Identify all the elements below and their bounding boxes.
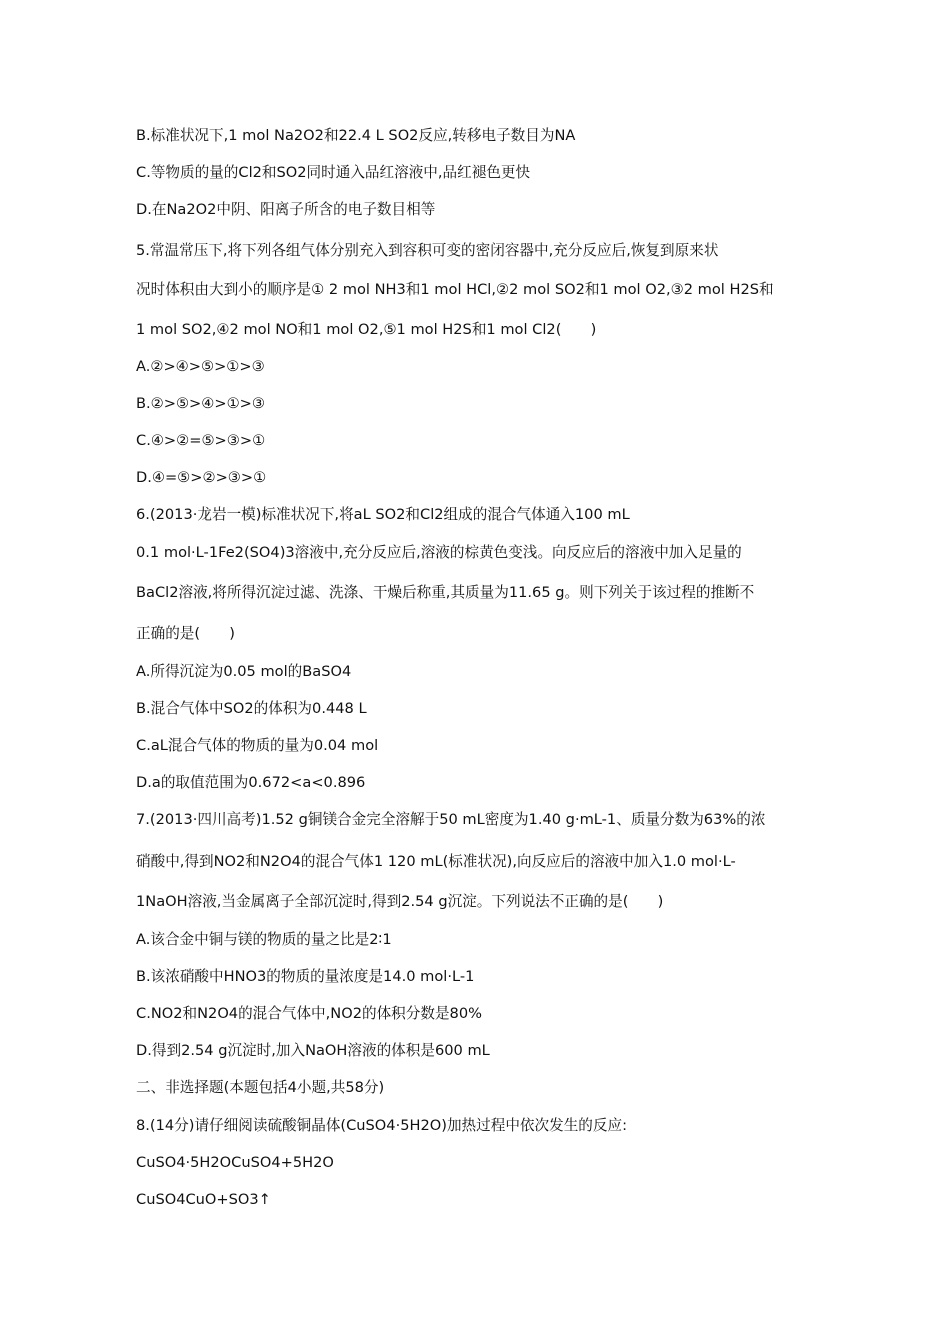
reaction-2: CuSO4CuO+SO3↑ — [136, 1191, 271, 1208]
question-5-line-3: 1 mol SO2,④2 mol NO和1 mol O2,⑤1 mol H2S和1 mol Cl2( ) — [136, 321, 597, 338]
question-6-line-1: 6.(2013·龙岩一模)标准状况下,将aL SO2和Cl2组成的混合气体通入100 mL — [136, 506, 630, 523]
option-5b: B.②>⑤>④>①>③ — [136, 395, 265, 412]
question-6-line-4: 正确的是( ) — [136, 625, 235, 642]
option-7d: D.得到2.54 g沉淀时,加入NaOH溶液的体积是600 mL — [136, 1042, 490, 1059]
question-6-line-3: BaCl2溶液,将所得沉淀过滤、洗涤、干燥后称重,其质量为11.65 g。则下列关于该过程的推断不 — [136, 584, 755, 601]
question-7-line-2: 硝酸中,得到NO2和N2O4的混合气体1 120 mL(标准状况),向反应后的溶液中加入1.0 mol·L- — [136, 853, 736, 870]
section-heading: 二、非选择题(本题包括4小题,共58分) — [136, 1079, 385, 1096]
option-6c: C.aL混合气体的物质的量为0.04 mol — [136, 737, 379, 754]
option-5c: C.④>②=⑤>③>① — [136, 432, 266, 449]
option-4b: B.标准状况下,1 mol Na2O2和22.4 L SO2反应,转移电子数目为NA — [136, 127, 576, 144]
question-5-line-1: 5.常温常压下,将下列各组气体分别充入到容积可变的密闭容器中,充分反应后,恢复到原来状 — [136, 242, 719, 259]
reaction-1: CuSO4·5H2OCuSO4+5H2O — [136, 1154, 334, 1171]
question-8-line-1: 8.(14分)请仔细阅读硫酸铜晶体(CuSO4·5H2O)加热过程中依次发生的反应: — [136, 1117, 627, 1134]
option-7b: B.该浓硝酸中HNO3的物质的量浓度是14.0 mol·L-1 — [136, 968, 475, 985]
option-5d: D.④=⑤>②>③>① — [136, 469, 267, 486]
question-5-line-2: 况时体积由大到小的顺序是① 2 mol NH3和1 mol HCl,②2 mol SO2和1 mol O2,③2 mol H2S和 — [136, 281, 774, 298]
question-7-line-3: 1NaOH溶液,当金属离子全部沉淀时,得到2.54 g沉淀。下列说法不正确的是( ) — [136, 893, 664, 910]
option-4c: C.等物质的量的Cl2和SO2同时通入品红溶液中,品红褪色更快 — [136, 164, 531, 181]
option-4d: D.在Na2O2中阴、阳离子所含的电子数目相等 — [136, 201, 436, 218]
option-6d: D.a的取值范围为0.672<a<0.896 — [136, 774, 366, 791]
option-6b: B.混合气体中SO2的体积为0.448 L — [136, 700, 367, 717]
question-7-line-1: 7.(2013·四川高考)1.52 g铜镁合金完全溶解于50 mL密度为1.40 g·mL-1、质量分数为63%的浓 — [136, 811, 766, 828]
option-6a: A.所得沉淀为0.05 mol的BaSO4 — [136, 663, 352, 680]
option-5a: A.②>④>⑤>①>③ — [136, 358, 265, 375]
option-7a: A.该合金中铜与镁的物质的量之比是2∶1 — [136, 931, 392, 948]
question-6-line-2: 0.1 mol·L-1Fe2(SO4)3溶液中,充分反应后,溶液的棕黄色变浅。向反应后的溶液中加入足量的 — [136, 544, 742, 561]
option-7c: C.NO2和N2O4的混合气体中,NO2的体积分数是80% — [136, 1005, 482, 1022]
